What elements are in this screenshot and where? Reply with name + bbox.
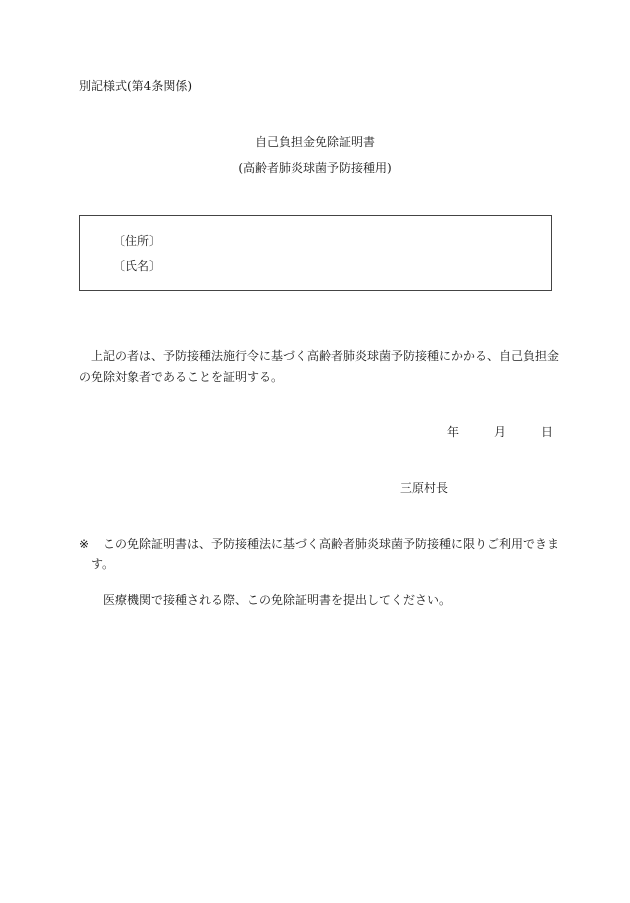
issuer-title: 三原村長 bbox=[400, 481, 449, 495]
instruction-text: 医療機関で接種される際、この免除証明書を提出してください。 bbox=[103, 593, 452, 607]
document-title: 自己負担金免除証明書 bbox=[254, 135, 375, 149]
date-year-label: 年 bbox=[447, 425, 460, 439]
certification-text-line2: の免除対象者であることを証明する。 bbox=[79, 370, 284, 384]
note-reference-mark: ※ bbox=[79, 537, 90, 551]
form-label: 別記様式(第4条関係) bbox=[79, 79, 192, 93]
document-subtitle: (高齢者肺炎球菌予防接種用) bbox=[238, 161, 392, 175]
address-label: 〔住所〕 bbox=[113, 234, 162, 248]
name-label: 〔氏名〕 bbox=[113, 259, 162, 273]
date-day-label: 日 bbox=[541, 425, 554, 439]
note-text-line1: この免除証明書は、予防接種法に基づく高齢者肺炎球菌予防接種に限りご利用できま bbox=[103, 537, 560, 551]
date-month-label: 月 bbox=[494, 425, 507, 439]
recipient-info-box bbox=[79, 215, 552, 291]
certification-text-line1: 上記の者は、予防接種法施行令に基づく高齢者肺炎球菌予防接種にかかる、自己負担金 bbox=[91, 349, 560, 363]
note-text-line2: す。 bbox=[91, 557, 115, 571]
